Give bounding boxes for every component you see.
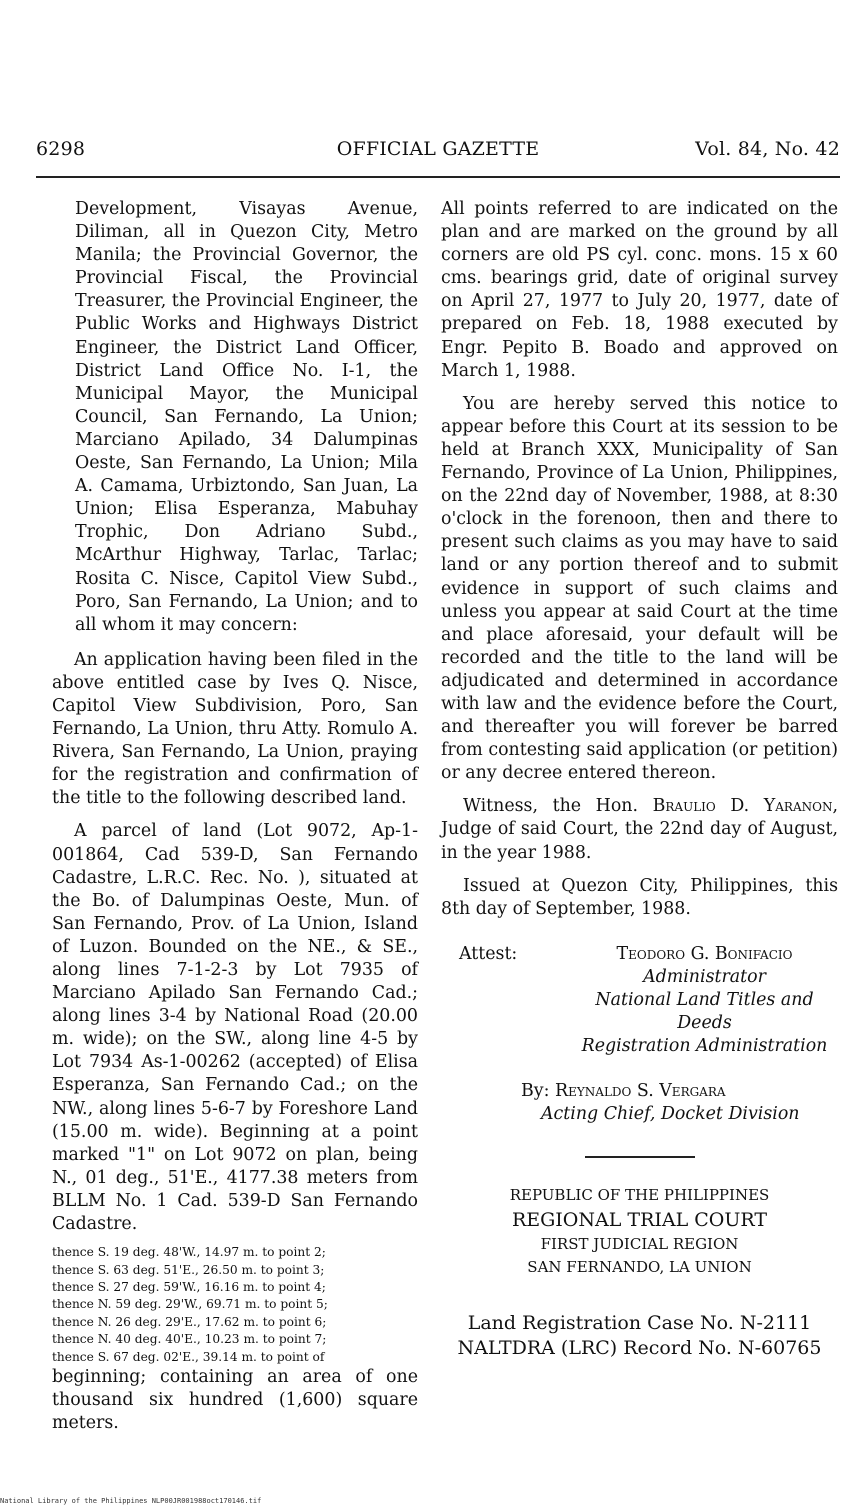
- by-name: Reynaldo S. Vergara: [555, 1081, 726, 1102]
- court-line-republic: REPUBLIC OF THE PHILIPPINES: [509, 1186, 770, 1205]
- witness-suffix: , Judge of said Court, the 22nd day of August, in the year 1988.: [441, 796, 838, 863]
- bearing-line: thence S. 19 deg. 48'W., 14.97 m. to point 2;: [52, 1245, 326, 1260]
- left-column: [52, 198, 418, 1435]
- judge-name: Braulio D. Yaranon: [652, 796, 833, 817]
- witness-paragraph: [441, 795, 838, 864]
- bearing-line: thence N. 26 deg. 29'E., 17.62 m. to point 6;: [52, 1314, 327, 1329]
- publication-title: OFFICIAL GAZETTE: [336, 138, 540, 160]
- addressee-paragraph: Development, Visayas Avenue, Diliman, all in Quezon City, Metro Manila; the Provincial Governor, the Provincial Fiscal, the Provincial Treasurer, the Provincial Engineer, the Public Works and Highways District Engineer, the District Land Officer, District Land Office No. I-1, the Municipal Mayor, the Municipal Council, San Fernando, La Union; Marciano Apilado, 34 Dalumpinas Oeste, San Fernando, La Union; Mila A. Camama, Urbiztondo, San Juan, La Union; Elisa Esperanza, Mabuhay Trophic, Don Adriano Subd., McArthur Highway, Tarlac, Tarlac; Rosita C. Nisce, Capitol View Subd., Poro, San Fernando, La Union; and to all whom it may concern:: [75, 199, 418, 635]
- attest-office-line1: National Land Titles and Deeds: [595, 990, 814, 1034]
- bearings-list: [52, 1244, 418, 1366]
- signature-block: [441, 943, 838, 1127]
- section-divider: [585, 1156, 695, 1158]
- right-column: [441, 198, 838, 1361]
- header-rule: [36, 176, 840, 178]
- bearing-line: thence N. 40 deg. 40'E., 10.23 m. to point 7;: [52, 1332, 327, 1347]
- attest-title: Administrator: [643, 966, 766, 987]
- area-closing: beginning; containing an area of one thousand six hundred (1,600) square meters.: [52, 1366, 418, 1434]
- attest-office-line2: Registration Administration: [581, 1036, 828, 1057]
- notice-paragraph: You are hereby served this notice to appear before this Court at its session to be held at Branch XXX, Municipality of San Fernando, Province of La Union, Philippines, on the 22nd day of November, 1988, at 8:30 o'clock in the forenoon, then and there to present such claims as you may have to said land or any portion thereof and to submit evidence in support of such claims and unless you appear at said Court at the time and place aforesaid, your default will be recorded and the title to the land will be adjudicated and determined in accordance with law and the evidence before the Court, and thereafter you will forever be barred from contesting said application (or petition) or any decree entered thereon.: [441, 393, 838, 784]
- bearing-line: thence S. 67 deg. 02'E., 39.14 m. to point of: [52, 1349, 325, 1364]
- court-line-region: FIRST JUDICIAL REGION: [540, 1235, 739, 1254]
- court-line-location: SAN FERNANDO, LA UNION: [527, 1258, 752, 1277]
- by-title: Acting Chief, Docket Division: [541, 1104, 800, 1125]
- by-label: By:: [521, 1081, 555, 1102]
- bearing-line: thence S. 63 deg. 51'E., 26.50 m. to point 3;: [52, 1262, 325, 1277]
- scan-footer: National Library of the Philippines NLP00JR001988oct170146.tif: [0, 1497, 262, 1505]
- record-number-line: NALTDRA (LRC) Record No. N-60765: [457, 1337, 822, 1360]
- parcel-paragraph: A parcel of land (Lot 9072, Ap-1-001864, Cad 539-D, San Fernando Cadastre, L.R.C. Rec. No. ), situated at the Bo. of Dalumpinas Oeste, Mun. of San Fernando, Prov. of La Union, Island of Luzon. Bounded on the NE., & SE., along lines 7-1-2-3 by Lot 7935 of Marciano Apilado San Fernando Cad.; along lines 3-4 by National Road (20.00 m. wide); on the SW., along line 4-5 by Lot 7934 As-1-00262 (accepted) of Elisa Esperanza, San Fernando Cad.; on the NW., along lines 5-6-7 by Foreshore Land (15.00 m. wide). Beginning at a point marked "1" on Lot 9072 on plan, being N., 01 deg., 51'E., 4177.38 meters from BLLM No. 1 Cad. 539-D San Fernando Cadastre.: [52, 821, 418, 1235]
- application-paragraph: An application having been filed in the above entitled case by Ives Q. Nisce, Capitol View Subdivision, Poro, San Fernando, La Union, thru Atty. Romulo A. Rivera, San Fernando, La Union, praying for the registration and confirmation of the title to the following described land.: [52, 649, 418, 809]
- witness-prefix: Witness, the Hon.: [463, 796, 653, 817]
- attest-name: Teodoro G. Bonifacio: [616, 943, 793, 964]
- issued-paragraph: Issued at Quezon City, Philippines, this 8th day of September, 1988.: [441, 875, 838, 919]
- bearing-line: thence S. 27 deg. 59'W., 16.16 m. to point 4;: [52, 1279, 326, 1294]
- points-paragraph: All points referred to are indicated on the plan and are marked on the ground by all corners are old PS cyl. conc. mons. 15 x 60 cms. bearings grid, date of original survey on April 27, 1977 to July 20, 1977, date of prepared on Feb. 18, 1988 executed by Engr. Pepito B. Boado and approved on March 1, 1988.: [441, 199, 838, 381]
- volume-number: Vol. 84, No. 42: [695, 138, 840, 160]
- page-header: [36, 138, 840, 168]
- bearing-line: thence N. 59 deg. 29'W., 69.71 m. to point 5;: [52, 1297, 328, 1312]
- by-block: [441, 1080, 838, 1126]
- page-number: 6298: [36, 138, 86, 160]
- attest-label: Attest:: [459, 943, 518, 964]
- court-heading: [441, 1184, 838, 1279]
- case-number-line: Land Registration Case No. N-2111: [467, 1312, 812, 1335]
- case-numbers: [441, 1311, 838, 1361]
- court-line-rtc: REGIONAL TRIAL COURT: [511, 1209, 768, 1232]
